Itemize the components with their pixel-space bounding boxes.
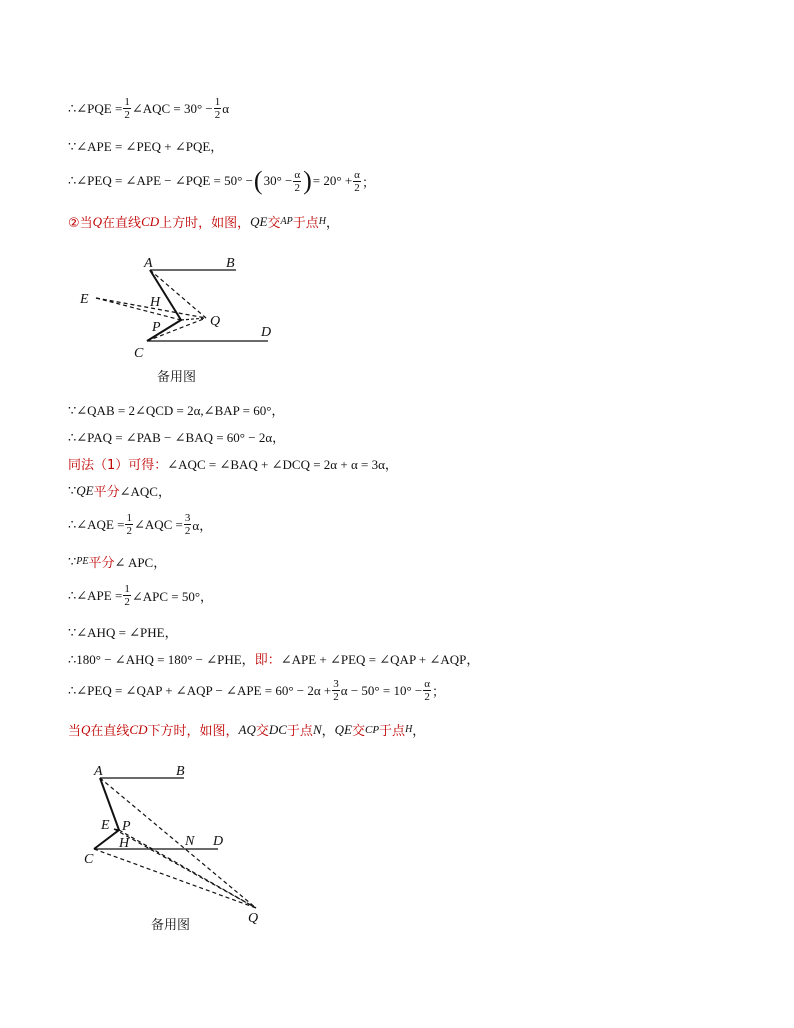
right-paren: ) — [303, 166, 312, 195]
label-B: B — [176, 764, 185, 779]
polyline-APC — [94, 778, 119, 849]
label-E: E — [101, 818, 110, 833]
case-heading-below: 当 Q 在直线 CD 下方时，如图， AQ 交 DC 于点 N ， QE 交 CP 于点 H ， — [68, 721, 426, 739]
label-A: A — [144, 256, 153, 271]
equation-line-3: ∴∠PEQ = ∠APE − ∠PQE = 50° − ( 30° − $\frac{\alpha}{2}$ ) = 20° + $\frac{\alpha}{2}$ ； — [68, 166, 375, 195]
equation-line-6: ∴∠PAQ = ∠PAB − ∠BAQ = 60° − 2α， — [68, 430, 286, 445]
segment-CQ — [94, 849, 256, 908]
label-B: B — [226, 256, 235, 271]
label-C: C — [84, 852, 94, 867]
equation-line-1: ∴∠PQE = $\frac{1}{2}$ ∠AQC = 30° − $\frac{1}{2}$ α — [68, 96, 230, 121]
label-Q: Q — [248, 911, 259, 926]
fraction: $\frac{3}{2}$ — [333, 678, 339, 703]
left-paren: ( — [253, 166, 263, 195]
equation-line-7: 同法（1）可得： ∠AQC = ∠BAQ + ∠DCQ = 2α + α = 3α， — [68, 457, 398, 473]
segment-AQ — [150, 270, 206, 318]
equation-line-9: ∴∠AQE = $\frac{1}{2}$ ∠AQC = $\frac{3}{2}$ α， — [68, 512, 213, 537]
label-N: N — [185, 834, 195, 849]
fraction: $\frac{1}{2}$ — [214, 96, 221, 121]
label-H: H — [119, 836, 130, 851]
label-Q: Q — [210, 314, 221, 329]
label-P: P — [152, 320, 161, 335]
equation-line-14: ∴∠PEQ = ∠QAP + ∠AQP − ∠APE = 60° − 2α + $\frac{3}{2}$ α − 50° = 10° − $\frac{\alpha}{2}$ ； — [68, 678, 445, 703]
label-P: P — [122, 819, 131, 834]
figure-2-caption: 备用图 — [151, 918, 191, 933]
fraction: $\frac{1}{2}$ — [124, 583, 130, 608]
case-heading-above: ②当 Q 在直线 CD 上方时，如图， QE 交 AP 于点 H ， — [68, 213, 339, 231]
fraction: $\frac{1}{2}$ — [124, 96, 130, 121]
label-A: A — [94, 764, 103, 779]
label-D: D — [261, 325, 272, 340]
label-D: D — [213, 834, 224, 849]
fraction: $\frac{1}{2}$ — [126, 512, 132, 537]
equation-line-10: ∵ PE 平分 ∠ APC， — [68, 553, 167, 571]
label-C: C — [134, 346, 144, 360]
equation-line-11: ∴∠APE = $\frac{1}{2}$ ∠APC = 50°， — [68, 583, 214, 608]
figure-2-diagram — [80, 758, 280, 928]
equation-line-13: ∴180° − ∠AHQ = 180° − ∠PHE， 即： ∠APE + ∠PEQ = ∠QAP + ∠AQP， — [68, 652, 480, 668]
fraction: $\frac{\alpha}{2}$ — [424, 678, 430, 703]
fraction: $\frac{\alpha}{2}$ — [354, 168, 360, 194]
figure-1-caption: 备用图 — [157, 370, 197, 385]
fraction: $\frac{3}{2}$ — [184, 512, 191, 537]
equation-line-2: ∵∠APE = ∠PEQ + ∠PQE， — [68, 139, 224, 154]
equation-line-5: ∵∠QAB = 2∠QCD = 2α,∠BAP = 60°， — [68, 403, 285, 418]
fraction: $\frac{\alpha}{2}$ — [294, 168, 301, 194]
label-E: E — [80, 292, 89, 307]
label-H: H — [150, 295, 161, 310]
equation-line-8: ∵ QE 平分 ∠AQC， — [68, 482, 171, 500]
figure-1-diagram — [70, 250, 290, 360]
equation-line-12: ∵∠AHQ = ∠PHE， — [68, 625, 178, 640]
